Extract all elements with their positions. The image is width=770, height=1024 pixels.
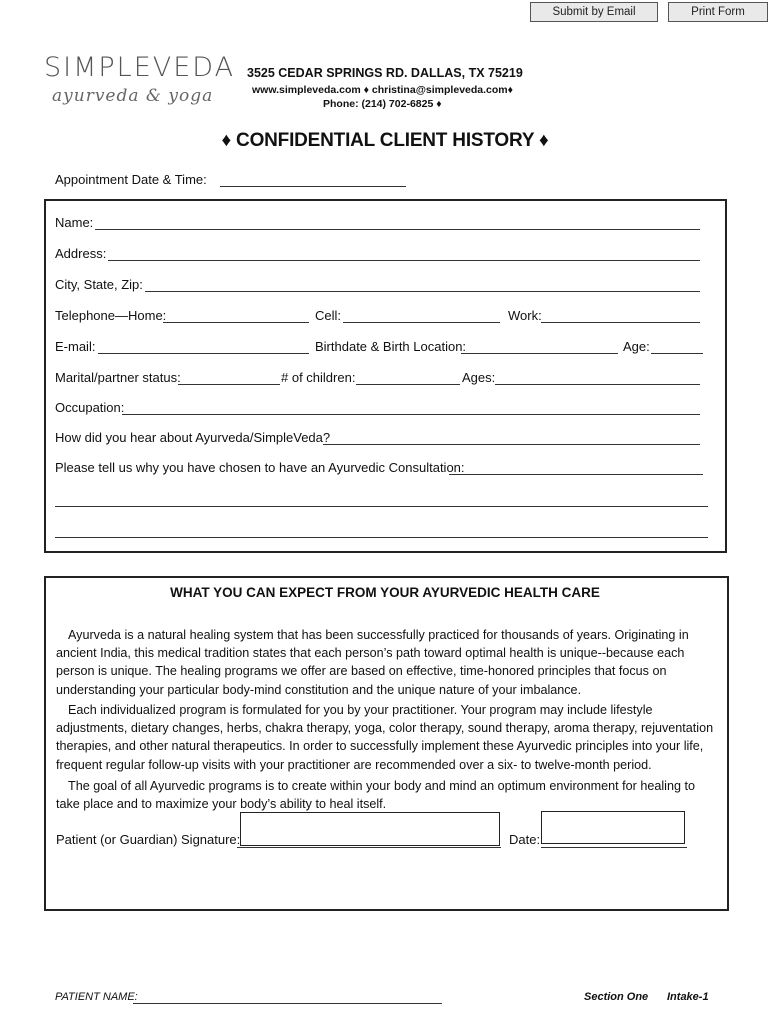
- city-label: City, State, Zip:: [55, 277, 143, 292]
- patient-name-input[interactable]: [133, 1003, 442, 1004]
- date-underline: [541, 847, 687, 848]
- email-input[interactable]: [98, 353, 309, 354]
- cell-input[interactable]: [343, 322, 500, 323]
- print-form-button[interactable]: Print Form: [668, 2, 768, 22]
- birth-input[interactable]: [461, 353, 618, 354]
- children-label: # of children:: [281, 370, 356, 385]
- name-label: Name:: [55, 215, 94, 230]
- expectations-title: WHAT YOU CAN EXPECT FROM YOUR AYURVEDIC HEALTH CARE: [170, 585, 600, 600]
- header-address: 3525 CEDAR SPRINGS RD. DALLAS, TX 75219: [247, 66, 523, 80]
- patient-name-label: PATIENT NAME:: [55, 991, 138, 1003]
- section-label: Section One: [584, 991, 649, 1003]
- heard-input[interactable]: [323, 444, 700, 445]
- occupation-input[interactable]: [122, 414, 700, 415]
- email-label: E-mail:: [55, 339, 96, 354]
- why-input-line-3[interactable]: [55, 537, 708, 538]
- signature-label: Patient (or Guardian) Signature:: [56, 832, 241, 847]
- date-input[interactable]: [541, 811, 685, 844]
- expectations-paragraph-1: Ayurveda is a natural healing system that has been successfully practiced for thousands of years. Originating in ancient India, this medical tradition states that each person’s path toward optimal health is unique--because each person is unique. The healing programs we offer are based on effective, time-honored principles that focus on understanding your particular body-mind constitution and the unique nature of your imbalance.: [56, 628, 689, 697]
- header-contact: www.simpleveda.com ♦ christina@simpleveda.com♦: [252, 84, 513, 96]
- why-input-line-2[interactable]: [55, 506, 708, 507]
- intake-label: Intake-1: [667, 991, 709, 1003]
- logo-brand: SIMPLEVEDA: [44, 52, 236, 83]
- work-label: Work:: [508, 308, 542, 323]
- appointment-input[interactable]: [220, 186, 406, 187]
- marital-label: Marital/partner status:: [55, 370, 181, 385]
- address-input[interactable]: [108, 260, 700, 261]
- why-label: Please tell us why you have chosen to have an Ayurvedic Consultation:: [55, 460, 465, 475]
- signature-underline: [237, 847, 501, 848]
- date-label: Date:: [509, 832, 541, 847]
- marital-input[interactable]: [178, 384, 280, 385]
- birth-label: Birthdate & Birth Location:: [315, 339, 467, 354]
- children-input[interactable]: [356, 384, 460, 385]
- name-input[interactable]: [95, 229, 700, 230]
- expectations-paragraph-2: Each individualized program is formulated for you by your practitioner. Your program may include lifestyle adjustments, dietary changes, herbs, chakra therapy, yoga, color therapy, sound therapy, aroma therapy, rejuventation therapies, and other natural therapeutics. In order to successfully implement these Ayurvedic principles into your life, frequent regular follow-up visits with your practitioner are recommended over a six- to twelve-month period.: [56, 703, 714, 772]
- ages-input[interactable]: [495, 384, 700, 385]
- tel-home-input[interactable]: [163, 322, 309, 323]
- submit-by-email-button[interactable]: Submit by Email: [530, 2, 658, 22]
- age-input[interactable]: [651, 353, 703, 354]
- address-label: Address:: [55, 246, 107, 261]
- heard-label: How did you hear about Ayurveda/SimpleVeda?: [55, 430, 331, 445]
- header-phone: Phone: (214) 702-6825 ♦: [323, 98, 442, 110]
- occupation-label: Occupation:: [55, 400, 125, 415]
- city-input[interactable]: [145, 291, 700, 292]
- page-title: ♦ CONFIDENTIAL CLIENT HISTORY ♦: [221, 130, 549, 151]
- expectations-paragraph-3: The goal of all Ayurvedic programs is to create within your body and mind an optimum environment for healing to take place and to maximize your body’s ability to heal itself.: [56, 779, 695, 812]
- tel-home-label: Telephone—Home:: [55, 308, 167, 323]
- ages-label: Ages:: [462, 370, 496, 385]
- age-label: Age:: [623, 339, 650, 354]
- why-input[interactable]: [449, 474, 703, 475]
- logo-tagline: ayurveda & yoga: [52, 86, 214, 106]
- work-input[interactable]: [541, 322, 700, 323]
- appointment-label: Appointment Date & Time:: [55, 172, 207, 187]
- signature-input[interactable]: [240, 812, 500, 846]
- cell-label: Cell:: [315, 308, 342, 323]
